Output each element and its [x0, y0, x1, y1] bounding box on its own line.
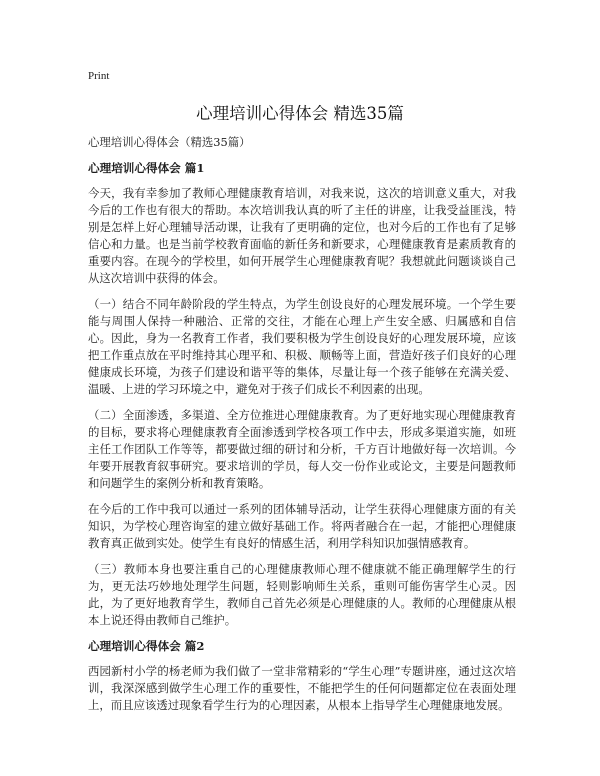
document-body	[88, 134, 516, 723]
paragraph: 西园新村小学的杨老师为我们做了一堂非常精彩的“学生心理”专题讲座，通过这次培训，我深深感到做学生心理工作的重要性，不能把学生的任何问题都定位在表面处理上，而且应该透过现象看学生行为的心理因素，从根本上指导学生心理健康地发展。	[88, 664, 516, 712]
section-heading-1: 心理培训心得体会 篇1	[88, 161, 205, 175]
document-title: 心理培训心得体会 精选35篇	[196, 104, 404, 123]
section-heading-2: 心理培训心得体会 篇2	[88, 639, 205, 653]
paragraph: （二）全面渗透，多渠道、全方位推进心理健康教育。为了更好地实现心理健康教育的目标，要求将心理健康教育全面渗透到学校各项工作中去，形成多渠道实施，如班主任工作团队工作等等，都要做过细的研讨和分析，千方百计地做好每一次培训。今年要开展教育叙事研究。要求培训的学员，每人交一份作业或论文，主要是问题教师和问题学生的案例分析和教育策略。	[88, 408, 516, 490]
paragraph: 今天，我有幸参加了教师心理健康教育培训，对我来说，这次的培训意义重大，对我今后的工作也有很大的帮助。本次培训我认真的听了主任的讲座，让我受益匪浅，特别是怎样上好心理辅导活动课，让我有了更明确的定位，也对今后的工作也有了足够信心和力量。也是当前学校教育面临的新任务和新要求，心理健康教育是素质教育的重要内容。在现今的学校里，如何开展学生心理健康教育呢？我想就此问题谈谈自己从这次培训中获得的体会。	[88, 186, 516, 285]
paragraph: （三）教师本身也要注重自己的心理健康教师心理不健康就不能正确理解学生的行为，更无法巧妙地处理学生问题，轻则影响师生关系，重则可能伤害学生心灵。因此，为了更好地教育学生，教师自己首先必须是心理健康的人。教师的心理健康从根本上说还得由教师自己维护。	[88, 562, 516, 627]
paragraph: 在今后的工作中我可以通过一系列的团体辅导活动，让学生获得心理健康方面的有关知识，为学校心理咨询室的建立做好基础工作。将两者融合在一起，才能把心理健康教育真正做到实处。使学生有良好的情感生活，利用学科知识加强情感教育。	[88, 502, 516, 550]
paragraph: （一）结合不同年龄阶段的学生特点，为学生创设良好的心理发展环境。一个学生要能与周围人保持一种融洽、正常的交往，才能在心理上产生安全感、归属感和自信心。因此，身为一名教育工作者，我们要积极为学生创设良好的心理发展环境，应该把工作重点放在平时维持其心理平和、积极、顺畅等上面，营造好孩子们良好的心理健康成长环境，为孩子们建设和谐平等的集体，尽量让每一个孩子能够在充满关爱、温暖、上进的学习环境之中，避免对于孩子们成长不利因素的出现。	[88, 297, 516, 396]
document-subtitle: 心理培训心得体会（精选35篇）	[88, 135, 251, 149]
print-link[interactable]: Print	[88, 70, 110, 82]
